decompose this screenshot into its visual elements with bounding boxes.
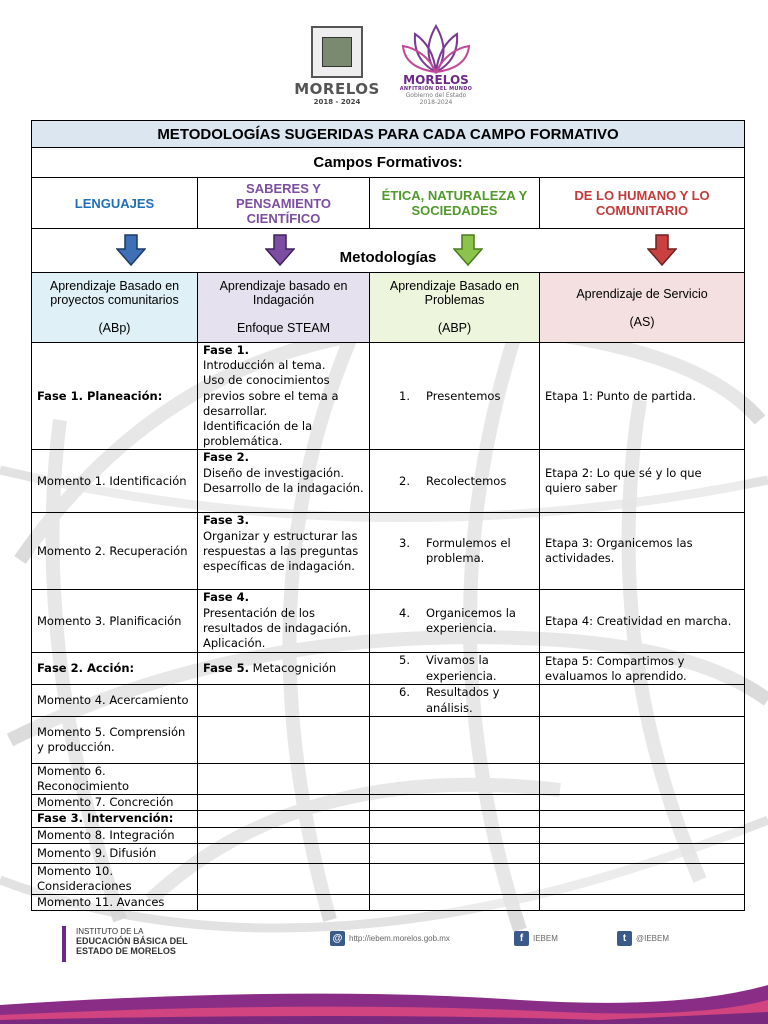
institute-line1: INSTITUTO DE LA: [76, 927, 144, 936]
table-cell: [540, 716, 745, 763]
method-abbr: (AS): [629, 314, 655, 329]
gov-logo-tagline: ANFITRIÓN DEL MUNDO: [399, 86, 473, 92]
table-cell: [370, 863, 540, 894]
table-cell: Fase 1. Planeación:: [32, 343, 198, 450]
facebook-link[interactable]: [514, 931, 558, 946]
table-cell: Etapa 4: Creatividad en marcha.: [540, 590, 745, 653]
method-name: Aprendizaje de Servicio: [576, 286, 708, 301]
table-cell: Momento 11. Avances: [32, 895, 198, 911]
table-cell: [370, 763, 540, 794]
phase-line: Metacognición: [252, 661, 337, 676]
website-link[interactable]: [330, 931, 450, 946]
gov-logo-name: MORELOS: [403, 73, 469, 87]
field-etica: ÉTICA, NATURALEZA Y SOCIEDADES: [370, 178, 540, 229]
facebook-text: IEBEM: [533, 934, 558, 943]
table-cell: [370, 590, 540, 653]
phase-line: Diseño de investigación.: [203, 465, 345, 480]
table-cell: [370, 513, 540, 590]
table-cell: [540, 811, 745, 827]
table-cell: [198, 863, 370, 894]
method-name: Aprendizaje Basado en Problemas: [389, 279, 520, 307]
table-cell: [198, 450, 370, 513]
list-text: Resultados y análisis.: [426, 685, 500, 715]
list-text: Formulemos el problema.: [426, 536, 511, 566]
method-indagacion: [198, 273, 370, 343]
table-cell: Fase 3. Intervención:: [32, 811, 198, 827]
table-cell: [370, 795, 540, 811]
lotus-icon: [401, 22, 471, 74]
list-number: 3.: [399, 536, 410, 551]
table-cell: [198, 343, 370, 450]
table-cell: Etapa 2: Lo que sé y lo que quiero saber: [540, 450, 745, 513]
table-cell: Momento 5. Comprensión y producción.: [32, 716, 198, 763]
institute-line2: EDUCACIÓN BÁSICA DEL: [76, 936, 188, 946]
list-number: 6.: [399, 685, 410, 700]
phase-head: Fase 2.: [203, 450, 249, 465]
table-cell: [540, 827, 745, 843]
method-name: Aprendizaje Basado en proyectos comunitarios: [49, 279, 180, 307]
table-cell: [540, 843, 745, 863]
list-text: Recolectemos: [426, 473, 507, 488]
table-cell: [198, 716, 370, 763]
method-abbr: (ABp): [98, 321, 131, 335]
metodologias-label: Metodologías: [339, 249, 437, 266]
table-title: METODOLOGÍAS SUGERIDAS PARA CADA CAMPO FORMATIVO: [32, 121, 745, 148]
table-cell: [370, 716, 540, 763]
table-cell: [198, 843, 370, 863]
table-cell: [198, 685, 370, 716]
list-text: Organicemos la experiencia.: [426, 606, 516, 636]
list-number: 1.: [399, 388, 410, 403]
method-abbr: Enfoque STEAM: [236, 321, 331, 335]
list-number: 5.: [399, 653, 410, 668]
field-lenguajes: LENGUAJES: [32, 178, 198, 229]
table-cell: Momento 9. Difusión: [32, 843, 198, 863]
phase-line: Presentación de los resultados de indagación.: [203, 605, 352, 635]
phase-line: Desarrollo de la indagación.: [203, 480, 364, 495]
table-cell: [198, 795, 370, 811]
facebook-icon: f: [514, 931, 529, 946]
phase-head: Fase 3.: [203, 513, 249, 528]
table-cell: Momento 8. Integración: [32, 827, 198, 843]
method-problemas: [370, 273, 540, 343]
phase-line: Identificación de la problemática.: [203, 419, 313, 449]
table-cell: Momento 7. Concreción: [32, 795, 198, 811]
table-cell: [198, 763, 370, 794]
table-cell: [540, 895, 745, 911]
method-abp: [32, 273, 198, 343]
phase-head: Fase 4.: [203, 590, 249, 605]
table-cell: [540, 685, 745, 716]
method-servicio: [540, 273, 745, 343]
institute-line3: ESTADO DE MORELOS: [76, 946, 176, 956]
twitter-link[interactable]: [617, 931, 669, 946]
table-cell: [540, 863, 745, 894]
table-cell: Momento 6. Reconocimiento: [32, 763, 198, 794]
table-cell: Momento 1. Identificación: [32, 450, 198, 513]
list-number: 2.: [399, 473, 410, 488]
phase-line: Uso de conocimientos previos sobre el tema a desarrollar.: [203, 373, 339, 418]
table-cell: Etapa 3: Organicemos las actividades.: [540, 513, 745, 590]
list-number: 4.: [399, 606, 410, 621]
morelos-state-logo: [290, 26, 384, 116]
table-cell: [370, 811, 540, 827]
table-cell: [198, 590, 370, 653]
table-cell: [540, 795, 745, 811]
list-text: Presentemos: [426, 388, 501, 403]
table-cell: [540, 763, 745, 794]
method-name: Aprendizaje basado en Indagación: [219, 279, 348, 307]
state-logo-years: 2018 - 2024: [313, 98, 361, 106]
coat-of-arms-icon: [311, 26, 363, 78]
field-humano: DE LO HUMANO Y LO COMUNITARIO: [540, 178, 745, 229]
table-cell: [198, 653, 370, 685]
table-cell: Momento 10. Consideraciones: [32, 863, 198, 894]
phase-line: Organizar y estructurar las respuestas a las preguntas específicas de indagación.: [203, 528, 359, 574]
table-cell: [370, 685, 540, 716]
table-cell: Fase 2. Acción:: [32, 653, 198, 685]
globe-icon: @: [330, 931, 345, 946]
table-cell: [370, 450, 540, 513]
gov-logo-line1: Gobierno del Estado: [405, 92, 467, 99]
twitter-icon: t: [617, 931, 632, 946]
field-saberes: SABERES Y PENSAMIENTO CIENTÍFICO: [198, 178, 370, 229]
gov-logo-line2: 2018-2024: [419, 99, 453, 106]
twitter-text: @IEBEM: [636, 934, 670, 943]
list-text: Vivamos la experiencia.: [426, 653, 497, 683]
table-cell: [370, 843, 540, 863]
phase-line: Introducción al tema.: [203, 358, 326, 373]
table-cell: [370, 895, 540, 911]
morelos-government-logo: [388, 22, 484, 118]
state-logo-name: MORELOS: [294, 80, 380, 98]
table-cell: Momento 3. Planificación: [32, 590, 198, 653]
phase-head: Fase 5.: [203, 661, 249, 676]
iebem-mark: [62, 926, 66, 962]
phase-head: Fase 1.: [203, 343, 249, 357]
method-abbr: (ABP): [437, 321, 472, 335]
table-cell: [370, 653, 540, 685]
table-cell: [198, 513, 370, 590]
table-cell: Momento 4. Acercamiento: [32, 685, 198, 716]
table-cell: Etapa 1: Punto de partida.: [540, 343, 745, 450]
table-cell: [370, 827, 540, 843]
metodologias-row: [32, 229, 745, 273]
table-cell: Momento 2. Recuperación: [32, 513, 198, 590]
table-cell: [198, 895, 370, 911]
phase-line: Aplicación.: [203, 636, 266, 651]
campos-formativos-label: Campos Formativos:: [32, 148, 745, 178]
methodologies-table: [31, 120, 744, 911]
table-cell: [370, 343, 540, 450]
website-text: http://iebem.morelos.gob.mx: [349, 934, 450, 943]
table-cell: [198, 811, 370, 827]
table-cell: Etapa 5: Compartimos y evaluamos lo aprendido.: [540, 653, 745, 685]
table-cell: [198, 827, 370, 843]
